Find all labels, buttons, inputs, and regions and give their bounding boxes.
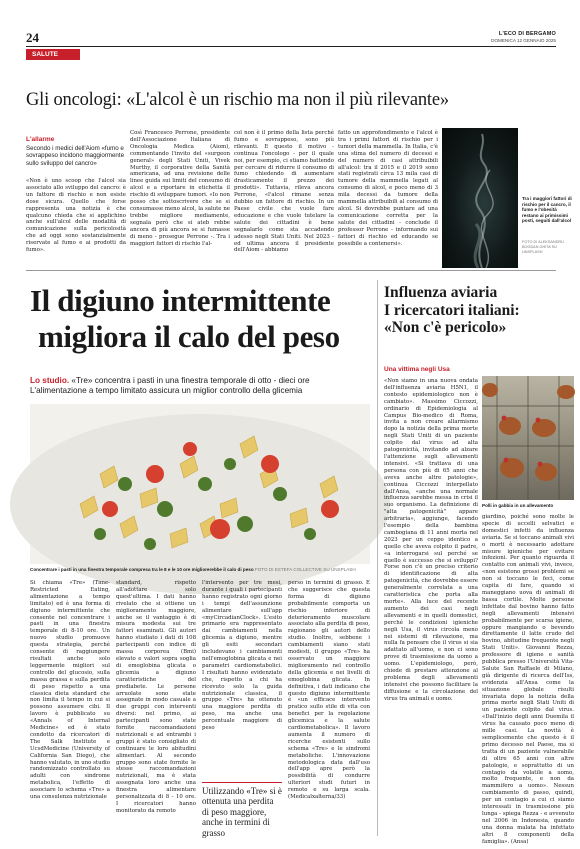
article1-col2: Così Francesco Perrone, presidente dell'Associazione Italiana di Oncologia Medica (Aiom), commentando l'invito del «surgeon general» degli Stati Uniti, Vivek Murthy, il corporative della Sanità americana, ad una revisione delle linee guida sui limiti del consumo di alcol e a riportare in etichetta il rischio di sviluppare tumori. «Io non posso che sottoscrivere che se si consumasse meno alcol, la salute ne trebbe migliore mediamente, segnala però che si ateb rebbe ancora di più ancora se si fumasse di meno - prosegue Perrone -. Tra i maggiori fattori di rischio l'al- <box>130 130 230 247</box>
article1-kicker: L'allarme <box>26 136 55 143</box>
article1-photo-caption: Tra i maggiori fattori di rischio per il cancro, il fumo e l'obesità restano ai primissimi posti, seguiti dall'alcol <box>522 196 572 224</box>
smoke-illustration <box>442 128 518 268</box>
issue-date: DOMENICA 12 GENNAIO 2025 <box>491 38 556 43</box>
article2-col4: perso in termini di grasso. E che suggerisce che questa forma di digiuno probabilmente comporta un rischio inferiore di deterioramento muscolare associato alla perdita di peso, ragionano gli autori dello studio. Inoltre, sebbene i cambiamenti siano stati modesti, il gruppo «Tre» ha osservato un maggiore miglioramento nel controllo della glicemia e nei livelli di emoglobina glicata. In definitiva, i dati indicano che questo digiuno intermittente è «un efficace intervento pratico sullo stile di vita con benefici per la regolazione glicemica e la salute cardiometabolica». Il lavoro aumenta il numero di ricerche esistenti sullo schema «Tre» e le sindromi metaboliche. L'innovazione metodologica data dall'uso dell'app apre però la possibilità di condurre ulteriori studi futuri in remoto e su larga scala. (Medicalxalterna/33) <box>288 580 370 801</box>
article3-photo-caption: Polli in gabbia in un allevamento <box>482 503 554 508</box>
article2-pull-quote <box>202 786 282 838</box>
article3-headline-line2: I ricercatori italiani: <box>384 301 520 319</box>
article3-col1: «Non siamo in una nuova ondata dell'influenza aviaria H5N1, il contesto epidemiologico non è cambiato». Massimo Ciccozzi, ordinario di Epidemiologia al Campus Bio-medico di Roma, invita a non creare allarmismo dopo la notizia della prima morte negli Stati Uniti di un paziente colpito dal virus ad alta patogenicità, invitando ad alzare l'attenzione sugli allevamenti intensivi. «Si trattava di una persona con più di 65 anni che aveva anche altre patologie», continua Ciccozzi interpellato dall'Ansa, «anche una normale influenza sarebbe messa in crisi il suo organismo. La definizione di "alta patogenicità" appare arbitraria», aggiunge, facendo l'esempio della bambina cambogiana di 11 anni morta nel 2023 per un ceppo identico a quello che aveva colpito il padre, «a interrogarsi sul perché se quello è successo che si sviluppi? Forse non c'è un preciso criterio di identificazione di alta patogenicità, che dovrebbe essere generalmente correlata a una caratteristica che porta alla morte». Alla luce del recente aumento dei casi negli allevamenti e in quelli domestici, perché le condizioni igieniche negli Usa, il virus circola meno nei sistemi di rilevazione, ma nulla fa pensare che il virus si sia adattato all'uomo, e non ci sono prove di trasmissione da uomo a uomo. L'epidemiologo, però, chiede di prestare attenzione al problema degli allevamenti intensivi che possono facilitare la diffusione e la circolazione del virus tra animali e uomo. <box>384 378 478 702</box>
article1-col3: col non è il primo della lista perché fumo e sovrappeso, sono più rilevanti. E questo il motivo - continua l'oncologo - per il quale noi, per esempio, ci stiamo battendo per cercare di ridurre il consumo di fumo chiedendo di aumentare drasticamente il prezzo dei prodotti». Tuttavia, rileva ancora Perrone, «l'alcol rimane senza dubbio un fattore di rischio. In un Paese civile che vuole fare educazione e che vuole tutelare la salute dei cittadini è bene segnalarlo come sta accadendo adesso negli Stati Uniti. Nel 2023 - ed ultima ancora il presidente dell'Aiom - abbiamo <box>234 130 334 254</box>
article2-col2: standard, rispetto all'adottare solo quest'ultima. I dati hanno rivelato che si ottiene un miglioramento maggiore, anche se il vantaggio è di misura modesta sui tre fattori esaminati. Gli autori hanno studiato i dati di 108 partecipanti con indice di massa corporea (Bmi) elevato e valori sopra soglia di emoglobina glicata o glicemia a digiuno caratteristiche del prediabete. Le persone arruolate sono state assegnate in modo casuale a due gruppi con interventi diversi: nel primo, ai partecipanti sono state fornite raccomandazioni nutrizionali e ad entrambi i gruppi è stato consigliato di continuare le loro abitudini alimentari. Al secondo gruppo sono state fornite le stesse raccomandazioni nutrizionali, ma è stata assegnata loro anche una finestra alimentare personalizzata di 8 - 10 ore. I ricercatori hanno monitorato da remoto <box>116 580 196 814</box>
article3-headline <box>384 284 574 337</box>
article2-headline-line2: migliora il calo del peso <box>38 319 340 354</box>
article2-standfirst-line2: L'alimentazione a tempo limitato assicura un miglior controllo della glicemia <box>30 386 303 396</box>
article2-kicker: Lo studio. <box>30 376 70 385</box>
article2-standfirst-line1: «Tre» concentra i pasti in una finestra temporale di otto - dieci ore <box>71 376 310 385</box>
article1-photo-credit: FOTO DI ALEKSANDRU BOGDAN GHITA SU UNSPLASH <box>522 240 564 254</box>
article3-col2: giardino, poiché sono molte le specie di uccelli selvatici e domestici infetti da influenza aviaria. Se si toccano animali vivi o morti è necessario adottare misure igieniche per evitare infezioni. Per quanto riguarda il contatto con animali vivi, invece, «non esistono grossi problemi se non si toccano le feci, come capita di fare, quando si maneggiano uova di animali di bassa cortile. Molte persone infettate dal bovino hanno fatto negli allevamenti intensivi probabilmente per scarsa igiene, oppure mangiando o bevendo direttamente il latte crudo del bovino, abitudine frequente negli Stati Uniti». Giovanni Rezza, professore di igiene e sanità pubblica presso l'Università Vita-Salute San Raffaele di Milano, già dirigente di ricerca dell'Iss, evidenzia all'Ansa come la situazione globale risulti invariata dopo la notizia della prima morte negli Stati Uniti di un paziente colpito dal virus. «Dall'inizio degli anni Duemila il virus ha causato poco meno di mille casi. La novità è semplicemente che questo è il primo decesso nel Paese, ma si tratta di un paziente vulnerabile di oltre 65 anni con altre patologie, e soprattutto di un contagio da volatile a uomo, molto frequente, e non da mammifero a uomo». Nessun cambiamento di passo, quindi, per un contagio a cui ci siamo interessati in trasmissione più lunga - spiega Rezza - e avvenuto nel 2006 in Indonesia, quando una donna malata ha infettato altri 8 componenti della famiglia». (Ansa) <box>482 514 574 845</box>
article2-col1: Si chiama «Tre» (Time-Restricted Eating, alimentazione a tempo limitato) ed è una forma di digiuno intermittente che consente nel concentrare i pasti in una finestra temporale di 8-10 ore. Un nuovo studio promuove questa strategia, perché consente di raggiungere risultati anche solo leggermente migliori sul controllo del glucosio, sulla massa grassa e sulla perdita di peso rispetto a una classica dieta standard che non limita il tempo in cui si possono assumere cibi. Il lavoro è pubblicato su «Annals of Internal Medicine» ed è stato condotto da ricercatori di The Salk Institute e UcsdMedicine (University of California San Diego), che hanno valutato, in uno studio randomizzato controllato su adulti con sindrome metabolica, l'effetto di associare lo schema «Tre» a una consulenza nutrizionale <box>30 580 110 801</box>
article2-headline-line1: Il digiuno intermittente <box>30 283 331 318</box>
divider-top <box>26 270 556 271</box>
article3-headline-line1: Influenza aviaria <box>384 284 498 301</box>
header-rule <box>26 46 556 47</box>
article1-standfirst: Secondo i medici dell'Aiom «fumo e sovrappeso incidono maggiormente sullo sviluppo del cancro» <box>26 145 125 167</box>
quote-rule <box>202 782 282 783</box>
article3-headline-line3: «Non c'è pericolo» <box>384 319 507 336</box>
caged-hens-illustration <box>482 376 574 500</box>
article1-col1: «Non è uno scoop che l'alcol sia associato allo sviluppo del cancro: è un fattore di rischio e non esiste dose sicura. Quello che forse rappresenta una notizia è che qualcuno chieda che si applichino anche sull'alcol delle modalità di comunicazione sulla pericolosità che ad oggi sono sostanzialmente riservate al fumo e ai prodotti da fumo». <box>26 178 126 254</box>
pasta-photo <box>30 404 370 564</box>
article2-standfirst <box>30 376 370 397</box>
article2-photo-caption-line <box>30 567 370 572</box>
article3-kicker: Una vittima negli Usa <box>384 366 450 373</box>
pasta-salad-illustration <box>30 404 370 564</box>
masthead: L'ECO DI BERGAMO <box>498 31 556 37</box>
smoke-photo <box>442 128 518 268</box>
chickens-photo <box>482 376 574 500</box>
article2-photo-caption: Concentrare i pasti in una finestra temporale compresa tra le 8 e le 10 ore migliorerebbe il calo di peso <box>30 567 254 572</box>
page-number: 24 <box>26 30 39 45</box>
article1-col4: fatto un approfondimento e l'alcol è tra i primi fattori di rischio per i tumori della mammella. In Italia, c'è una stima del numero di decessi e del numero di casi attribuibili all'alcol: tra il 2015 e il 2019 sono stati registrati circa 13 mila casi di tumore della mammella legati al consumo di alcol, e poco meno di 3 mila decessi da tumore della mammella attribuibili al consumo di alcol. Si dovrebbe puntare ad una comunicazione corretta per la salute dei cittadini - conclude il professor Perrone - informando sui fattori di rischio ed educando se possibile a contenersi». <box>338 130 438 247</box>
article2-col3: l'intervento per tre mesi, durante i quali i partecipanti hanno registrato ogni giorno i tempi dell'assunzione alimentare sull'app «myCircadianClock». L'esito primario era rappresentato dai cambiamenti nella glicemia a digiuno, mentre gli esiti secondari includevano i cambiamenti nell'emoglobina glicata e nei parametri cardiometabolici. I risultati hanno evidenziato che, rispetto a chi ha ricevuto solo la guida nutrizionale classica, il gruppo «Tre» ha ottenuto una maggiore perdita di peso, ma anche una percentuale maggiore di peso <box>202 580 282 732</box>
article1-headline: Gli oncologi: «L'alcol è un rischio ma non il più rilevante» <box>26 90 449 110</box>
section-tag: SALUTE <box>26 49 80 60</box>
pull-quote-text: Utilizzando «Tre» si è ottenuta una perdita di peso maggiore, anche in termini di grasso <box>202 786 282 838</box>
article3-divider <box>377 280 378 836</box>
article2-photo-credit: FOTO DI ESTEFA COLLECTIVE SU UNSPLASH <box>254 567 356 572</box>
